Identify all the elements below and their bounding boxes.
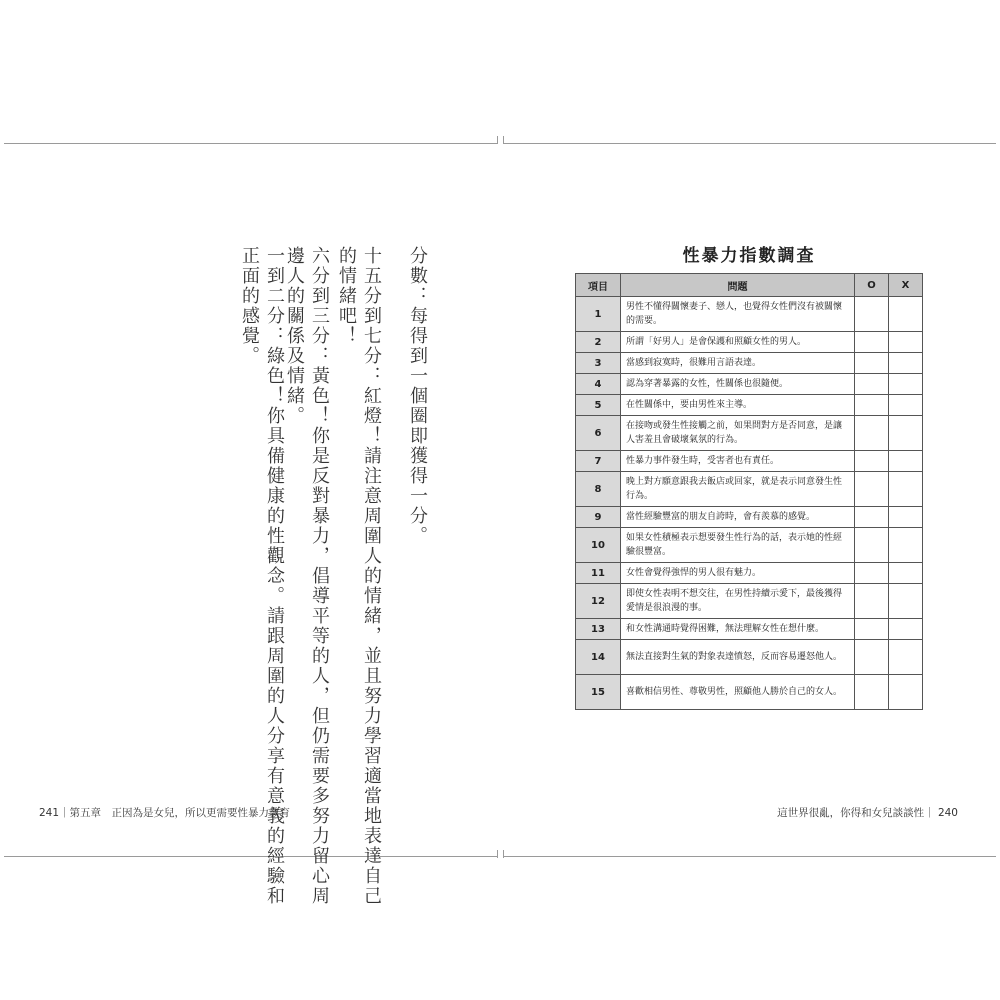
x-checkbox[interactable] — [889, 297, 923, 332]
survey-title: 性暴力指數調查 — [682, 246, 816, 266]
text-column: 的情緒吧！ — [336, 246, 357, 346]
row-question: 性暴力事件發生時，受害者也有責任。 — [621, 451, 855, 472]
text-column: 邊人的關係及情緒。 — [284, 246, 305, 426]
x-checkbox[interactable] — [889, 472, 923, 507]
x-checkbox[interactable] — [889, 619, 923, 640]
row-number: 2 — [576, 332, 621, 353]
text-column: 十五分到七分：紅燈！請注意周圍人的情緒，並且努力學習適當地表達自己 — [361, 246, 382, 906]
o-checkbox[interactable] — [855, 297, 889, 332]
o-checkbox[interactable] — [855, 332, 889, 353]
row-question: 男性不懂得關懷妻子、戀人，也覺得女性們沒有被關懷的需要。 — [621, 297, 855, 332]
o-checkbox[interactable] — [855, 584, 889, 619]
row-number: 15 — [576, 675, 621, 710]
o-checkbox[interactable] — [855, 353, 889, 374]
row-question: 如果女性積極表示想要發生性行為的話，表示她的性經驗很豐富。 — [621, 528, 855, 563]
x-checkbox[interactable] — [889, 640, 923, 675]
row-number: 12 — [576, 584, 621, 619]
row-number: 13 — [576, 619, 621, 640]
x-checkbox[interactable] — [889, 353, 923, 374]
row-number: 3 — [576, 353, 621, 374]
text-column: 一到二分：綠色！你具備健康的性觀念。請跟周圍的人分享有意義的經驗和 — [264, 246, 285, 906]
table-row — [576, 675, 923, 710]
row-number: 4 — [576, 374, 621, 395]
gutter-mark-bottom — [503, 850, 504, 858]
header-question: 問題 — [621, 274, 855, 297]
o-checkbox[interactable] — [855, 451, 889, 472]
x-checkbox[interactable] — [889, 507, 923, 528]
o-checkbox[interactable] — [855, 563, 889, 584]
x-checkbox[interactable] — [889, 332, 923, 353]
o-checkbox[interactable] — [855, 675, 889, 710]
table-row — [576, 619, 923, 640]
gutter-mark-top — [503, 136, 504, 144]
o-checkbox[interactable] — [855, 395, 889, 416]
table-row — [576, 584, 923, 619]
o-checkbox[interactable] — [855, 472, 889, 507]
x-checkbox[interactable] — [889, 416, 923, 451]
table-row — [576, 451, 923, 472]
page-rule-top-right — [503, 143, 996, 144]
page-rule-bottom-left — [4, 856, 497, 857]
x-checkbox[interactable] — [889, 675, 923, 710]
o-checkbox[interactable] — [855, 507, 889, 528]
text-column: 分數：每得到一個圈即獲得一分。 — [407, 246, 428, 546]
row-number: 9 — [576, 507, 621, 528]
row-question: 和女性溝通時覺得困難，無法理解女性在想什麼。 — [621, 619, 855, 640]
page-rule-top-left — [4, 143, 497, 144]
row-question: 喜歡相信男性、尊敬男性，照顧他人勝於自己的女人。 — [621, 675, 855, 710]
x-checkbox[interactable] — [889, 584, 923, 619]
o-checkbox[interactable] — [855, 374, 889, 395]
table-row — [576, 297, 923, 332]
o-checkbox[interactable] — [855, 619, 889, 640]
table-row — [576, 395, 923, 416]
table-row — [576, 472, 923, 507]
o-checkbox[interactable] — [855, 640, 889, 675]
row-question: 即使女性表明不想交往，在男性持續示愛下，最後獲得愛情是很浪漫的事。 — [621, 584, 855, 619]
row-number: 14 — [576, 640, 621, 675]
x-checkbox[interactable] — [889, 451, 923, 472]
x-checkbox[interactable] — [889, 395, 923, 416]
row-question: 在性關係中，要由男性來主導。 — [621, 395, 855, 416]
table-row — [576, 374, 923, 395]
o-checkbox[interactable] — [855, 528, 889, 563]
row-question: 所謂「好男人」是會保護和照顧女性的男人。 — [621, 332, 855, 353]
row-number: 6 — [576, 416, 621, 451]
table-header-row — [576, 274, 923, 297]
page-rule-bottom-right — [503, 856, 996, 857]
row-question: 在接吻或發生性接觸之前，如果問對方是否同意，是讓人害羞且會破壞氣氛的行為。 — [621, 416, 855, 451]
x-checkbox[interactable] — [889, 563, 923, 584]
text-column: 六分到三分：黃色！你是反對暴力，倡導平等的人，但仍需要多努力留心周 — [309, 246, 330, 906]
row-number: 1 — [576, 297, 621, 332]
row-number: 5 — [576, 395, 621, 416]
o-checkbox[interactable] — [855, 416, 889, 451]
row-question: 晚上對方願意跟我去飯店或回家，就是表示同意發生性行為。 — [621, 472, 855, 507]
x-checkbox[interactable] — [889, 528, 923, 563]
x-checkbox[interactable] — [889, 374, 923, 395]
row-question: 認為穿著暴露的女性，性關係也很隨便。 — [621, 374, 855, 395]
row-question: 當感到寂寞時，很難用言語表達。 — [621, 353, 855, 374]
header-x: X — [889, 274, 923, 297]
row-number: 7 — [576, 451, 621, 472]
text-column: 正面的感覺。 — [239, 246, 260, 366]
table-row — [576, 640, 923, 675]
row-question: 無法直接對生氣的對象表達憤怒，反而容易遷怒他人。 — [621, 640, 855, 675]
row-question: 當性經驗豐富的朋友自誇時，會有羨慕的感覺。 — [621, 507, 855, 528]
footer-left: 241｜第五章 正因為是女兒，所以更需要性暴力教育 — [39, 807, 291, 819]
row-number: 11 — [576, 563, 621, 584]
header-o: O — [855, 274, 889, 297]
row-number: 10 — [576, 528, 621, 563]
table-row — [576, 563, 923, 584]
row-number: 8 — [576, 472, 621, 507]
table-row — [576, 332, 923, 353]
row-question: 女性會覺得強悍的男人很有魅力。 — [621, 563, 855, 584]
table-row — [576, 353, 923, 374]
header-item: 項目 — [576, 274, 621, 297]
table-row — [576, 416, 923, 451]
gutter-mark-bottom — [497, 850, 498, 858]
table-row — [576, 528, 923, 563]
table-row — [576, 507, 923, 528]
survey-table — [575, 273, 923, 710]
footer-right: 這世界很亂，你得和女兒談談性｜ 240 — [777, 807, 958, 819]
gutter-mark-top — [497, 136, 498, 144]
